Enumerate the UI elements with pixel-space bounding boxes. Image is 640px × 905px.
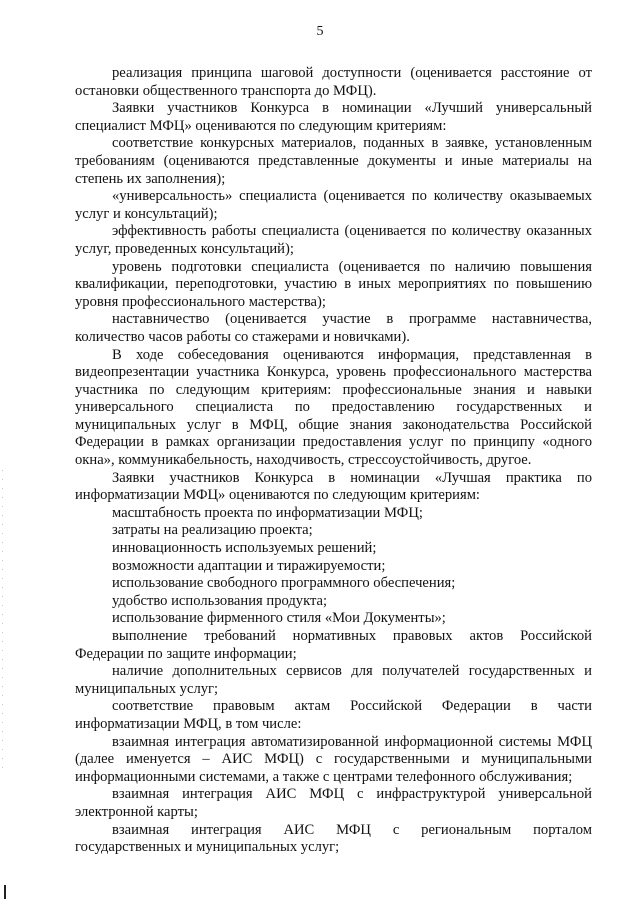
paragraph: реализация принципа шаговой доступности (оценивается расстояние от остановки общественного транспорта до МФЦ). (75, 65, 592, 99)
paragraph: В ходе собеседования оцениваются информация, представленная в видеопрезентации участника Конкурса, уровень профессионального мастерства участника по следующим критериям: профессиональные знания и навыки универсального специалиста по предоставлению государственных и муниципальных услуг в МФЦ, общие знания законодательства Российской Федерации в рамках организации предоставления услуг по принципу «одного окна», коммуникабельность, находчивость, стрессоустойчивость, другое. (75, 346, 592, 469)
paragraph: соответствие конкурсных материалов, поданных в заявке, установленным требованиям (оцениваются представленные документы и иные материалы на степень их заполнения); (75, 135, 592, 187)
list-item: затраты на реализацию проекта; (112, 522, 313, 539)
list-item: удобство использования продукта; (112, 592, 328, 609)
list-item: взаимная интеграция автоматизированной информационной системы МФЦ (далее именуется – АИС МФЦ) с государственными и муниципальными информационными системами, а также с центрами телефонного обслуживания; (75, 733, 592, 785)
list-item: соответствие правовым актам Российской Федерации в части информатизации МФЦ, в том числе: (75, 698, 592, 732)
list-item: взаимная интеграция АИС МФЦ с инфраструктурой универсальной электронной карты; (75, 786, 592, 820)
list-item: использование свободного программного обеспечения; (112, 575, 456, 592)
list-item: использование фирменного стиля «Мои Документы»; (112, 610, 446, 627)
paragraph: «универсальность» специалиста (оценивается по количеству оказываемых услуг и консультаций); (75, 188, 592, 222)
paragraph: уровень подготовки специалиста (оценивается по наличию повышения квалификации, переподготовки, участию в иных мероприятиях по повышению уровня профессионального мастерства); (75, 258, 592, 310)
list-item: выполнение требований нормативных правовых актов Российской Федерации по защите информации; (75, 628, 592, 662)
scan-edge-dots (2, 470, 3, 770)
paragraph: Заявки участников Конкурса в номинации «Лучшая практика по информатизации МФЦ» оцениваются по следующим критериям: (75, 469, 592, 504)
page-number: 5 (316, 24, 324, 39)
paragraph: наставничество (оценивается участие в программе наставничества, количество часов работы со стажерами и новичками). (75, 311, 592, 345)
paragraph: эффективность работы специалиста (оценивается по количеству оказанных услуг, проведенных консультаций); (75, 223, 592, 257)
document-body (75, 65, 592, 857)
list-item: масштабность проекта по информатизации МФЦ; (112, 504, 423, 521)
list-item: возможности адаптации и тиражируемости; (112, 557, 386, 574)
list-item: наличие дополнительных сервисов для получателей государственных и муниципальных услуг; (75, 663, 592, 697)
list-item: инновационность используемых решений; (112, 540, 377, 557)
list-item: взаимная интеграция АИС МФЦ с региональным порталом государственных и муниципальных услуг; (75, 821, 592, 856)
paragraph: Заявки участников Конкурса в номинации «Лучший универсальный специалист МФЦ» оцениваются по следующим критериям: (75, 100, 592, 134)
scan-edge-mark (4, 885, 6, 899)
